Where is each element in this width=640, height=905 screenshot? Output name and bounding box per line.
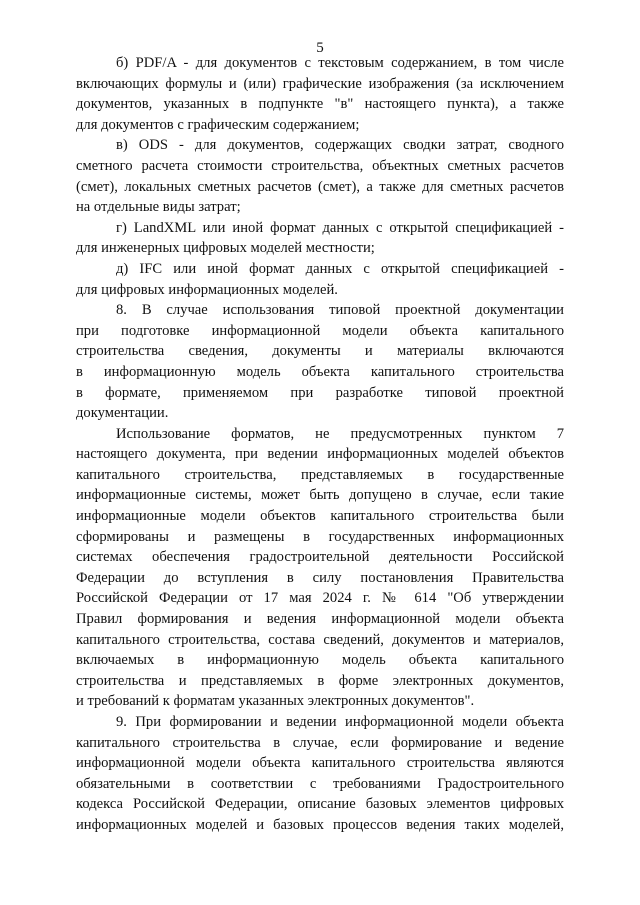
text-line: д) IFC или иной формат данных с открытой спецификацией -: [116, 260, 564, 277]
page-number: 5: [316, 40, 324, 56]
text-line: б) PDF/A - для документов с текстовым содержанием, в том числе: [116, 55, 564, 71]
text-line: включающих формулы и (или) графические изображения (за исключением: [76, 75, 564, 92]
text-line: 9. При формировании и ведении информационной модели объекта: [116, 714, 564, 730]
text-line: Правил формирования и ведения информационной модели объекта: [76, 611, 564, 628]
text-line: Использование форматов, не предусмотренных пунктом 7: [116, 425, 564, 442]
text-line: в) ODS - для документов, содержащих сводки затрат, сводного: [116, 137, 564, 154]
text-line: системах обеспечения градостроительной деятельности Российской: [76, 549, 564, 566]
text-line: г) LandXML или иной формат данных с открытой спецификацией -: [116, 219, 564, 236]
text-line: строительства сведения, документы и материалы включаются: [76, 343, 564, 360]
text-line: и требований к форматам указанных электронных документов".: [76, 693, 475, 710]
text-line: кодекса Российской Федерации, описание базовых элементов цифровых: [76, 796, 564, 813]
text-line: капитального строительства, состава сведений, документов и материалов,: [76, 631, 564, 648]
text-line: капитального строительства в случае, если формирование и ведение: [76, 734, 564, 751]
text-line: сформированы и размещены в государственных информационных: [76, 528, 564, 545]
text-line: в информационную модель объекта капитального строительства: [76, 363, 564, 380]
paragraph-clause-9: [76, 712, 564, 836]
text-line: 8. В случае использования типовой проектной документации: [116, 302, 564, 319]
paragraph-format-ods: [76, 135, 564, 217]
document-body: [76, 53, 564, 836]
text-line: документации.: [76, 405, 169, 422]
paragraph-format-landxml: [76, 218, 564, 259]
text-line: на отдельные виды затрат;: [76, 199, 241, 216]
text-line: информационные модели объектов капитального строительства были: [76, 508, 564, 525]
text-line: Федерации до вступления в силу постановления Правительства: [76, 569, 564, 586]
text-line: информационных моделей и базовых процессов ведения таких моделей,: [76, 816, 564, 833]
paragraph-format-ifc: [76, 259, 564, 300]
text-line: обязательными в соответствии с требованиями Градостроительного: [76, 775, 564, 792]
text-line: настоящего документа, при ведении информационных моделей объектов: [76, 446, 564, 463]
paragraph-format-pdfa: [76, 53, 564, 135]
text-line: капитального строительства, представляемых в государственные: [76, 466, 564, 483]
text-line: включаемых в информационную модель объекта капитального: [76, 652, 564, 669]
text-line: для документов с графическим содержанием;: [76, 116, 360, 133]
text-line: (смет), локальных сметных расчетов (смет), а также для сметных расчетов: [76, 178, 564, 195]
text-line: при подготовке информационной модели объекта капитального: [76, 322, 564, 339]
text-line: Российской Федерации от 17 мая 2024 г. № 614 "Об утверждении: [76, 590, 564, 607]
text-line: информационные системы, может быть допущено в случае, если такие: [76, 487, 564, 504]
text-line: в формате, применяемом при разработке типовой проектной: [76, 384, 564, 401]
text-line: для цифровых информационных моделей.: [76, 281, 338, 298]
paragraph-clause-8: [76, 300, 564, 424]
text-line: информационной модели объекта капитального строительства являются: [76, 755, 564, 772]
paragraph-formats-usage: [76, 424, 564, 712]
text-line: для инженерных цифровых моделей местности;: [76, 240, 375, 257]
text-line: документов, указанных в подпункте "в" настоящего пункта), а также: [76, 96, 564, 113]
text-line: строительства и представляемых в форме электронных документов,: [76, 672, 564, 689]
text-line: сметного расчета стоимости строительства, объектных сметных расчетов: [76, 157, 564, 174]
